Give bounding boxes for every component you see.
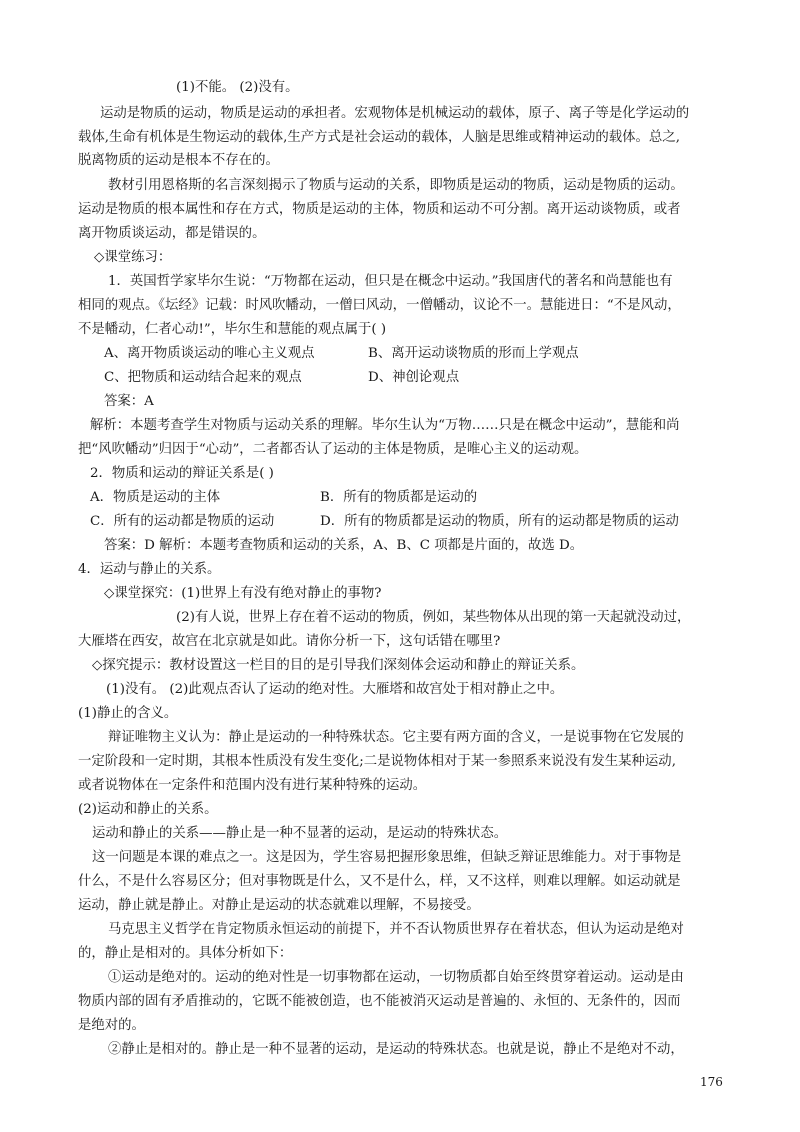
text-line: 离开物质谈运动，都是错误的。 [78,226,266,241]
text-line: 辩证唯物主义认为：静止是运动的一种特殊状态。它主要有两方面的含义，一是说事物在它发展的 [108,730,684,745]
text-line: ◇探究提示：教材设置这一栏目的目的是引导我们深刻体会运动和静止的辩证关系。 [92,658,585,673]
option-d: D．所有的物质都是运动的物质，所有的运动都是物质的运动 [320,514,679,529]
question-stem: 不是幡动，仁者心动!”，毕尔生和慧能的观点属于( ) [78,322,387,337]
text-line: 马克思主义哲学在肯定物质永恒运动的前提下，并不否认物质世界存在着状态，但认为运动是绝对 [108,922,684,937]
text-line: ◇课堂探究：(1)世界上有没有绝对静止的事物? [104,586,382,601]
text-line: 这一问题是本课的难点之一。这是因为，学生容易把握形象思维，但缺乏辩证思维能力。对于事物是 [92,850,682,865]
analysis: 解析：本题考查学生对物质与运动关系的理解。毕尔生认为“万物……只是在概念中运动”，慧能和尚 [90,418,680,433]
text-line: 是绝对的。 [78,1018,145,1033]
section-heading: ◇课堂练习： [94,250,172,265]
text-line: (1)没有。 (2)此观点否认了运动的绝对性。大雁塔和故宫处于相对静止之中。 [106,682,564,697]
text-line: 运动，静止就是静止。对静止是运动的状态就难以理解，不易接受。 [78,898,480,913]
text-line: ①运动是绝对的。运动的绝对性是一切事物都在运动，一切物质都自始至终贯穿着运动。运动是由 [108,970,684,985]
text-line: 或者说物体在一定条件和范围内没有进行某种特殊的运动。 [78,778,427,793]
section-heading: 4．运动与静止的关系。 [78,562,221,577]
question-stem: 相同的观点。《坛经》记载：时风吹幡动，一僧曰风动，一僧幡动，议论不一。慧能进日：“不是风动， [78,298,681,313]
text-line: 大雁塔在西安，故宫在北京就是如此。请你分析一下，这句话错在哪里? [78,634,501,649]
text-line: 什么，不是什么容易区分；但对事物既是什么，又不是什么，样，又不这样，则难以理解。如运动就是 [78,874,681,889]
text-line: 载体,生命有机体是生物运动的载体,生产方式是社会运动的载体，人脑是思维或精神运动的载体。总之, [78,130,680,145]
option-c: C、把物质和运动结合起来的观点 [104,370,302,385]
option-a: A．物质是运动的主体 [90,490,221,505]
analysis: 把“风吹幡动”归因于“心动”，二者都否认了运动的主体是物质，是唯心主义的运动观。 [78,442,588,457]
text-line: (1)不能。 (2)没有。 [176,80,299,95]
option-d: D、神创论观点 [368,370,460,385]
question-stem: 1．英国哲学家毕尔生说：“万物都在运动，但只是在概念中运动。”我国唐代的著名和尚慧能也有 [108,274,673,289]
text-line: 的，静止是相对的。具体分析如下： [78,946,293,961]
option-c: C．所有的运动都是物质的运动 [90,514,275,529]
question-stem: 2．物质和运动的辩证关系是( ) [90,466,274,481]
text-line: 物质内部的固有矛盾推动的，它既不能被创造，也不能被消灭运动是普遍的、永恒的、无条件的，因而 [78,994,681,1009]
option-b: B．所有的物质都是运动的 [320,490,478,505]
option-b: B、离开运动谈物质的形而上学观点 [368,346,579,361]
option-a: A、离开物质谈运动的唯心主义观点 [104,346,315,361]
text-line: 运动是物质的运动，物质是运动的承担者。宏观物体是机械运动的载体，原子、离子等是化学运动的 [100,106,690,121]
text-line: 运动和静止的关系——静止是一种不显著的运动，是运动的特殊状态。 [92,826,508,841]
text-line: 教材引用恩格斯的名言深刻揭示了物质与运动的关系，即物质是运动的物质，运动是物质的运动。 [108,178,684,193]
page-number: 176 [700,1075,723,1089]
answer: 答案：A [104,394,154,409]
text-line: 运动是物质的根本属性和存在方式，物质是运动的主体，物质和运动不可分割。离开运动谈物质，或者 [78,202,681,217]
text-line: (2)有人说，世界上存在着不运动的物质，例如，某些物体从出现的第一天起就没动过， [176,610,691,625]
text-line: ②静止是相对的。静止是一种不显著的运动，是运动的特殊状态。也就是说，静止不是绝对不动， [108,1042,684,1057]
text-line: 一定阶段和一定时期，其根本性质没有发生变化;二是说物体相对于某一参照系来说没有发生某种运动, [78,754,676,769]
section-heading: (2)运动和静止的关系。 [78,802,218,817]
section-heading: (1)静止的含义。 [78,706,178,721]
text-line: 脱离物质的运动是根本不存在的。 [78,153,279,168]
answer: 答案：D 解析：本题考查物质和运动的关系，A、B、C 项都是片面的，故选 D。 [104,538,584,553]
